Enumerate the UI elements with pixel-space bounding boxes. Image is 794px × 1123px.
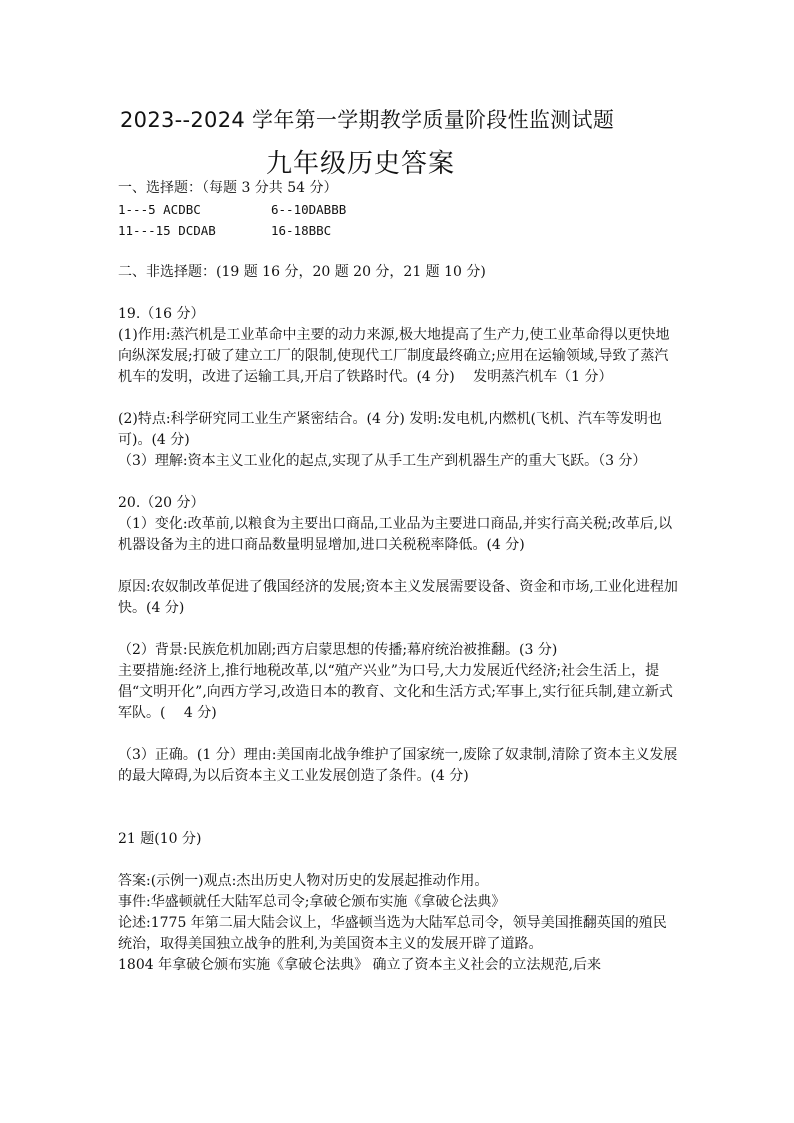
q20-heading: 20.（20 分） — [118, 495, 205, 511]
document-body — [118, 178, 680, 976]
mcq-answers-16-18: 16-18BBC — [271, 223, 332, 238]
q20-answer-2: （2）背景:民族危机加剧;西方启蒙思想的传播;幕府统治被推翻。(3 分) — [118, 642, 558, 658]
q20-answer-cause: 原因:农奴制改革促进了俄国经济的发展;资本主义发展需要设备、资金和市场,工业化进程加快。(4 分) — [118, 579, 678, 616]
q21-answer-argument: 论述:1775 年第二届大陆会议上，华盛顿当选为大陆军总司令，领导美国推翻英国的殖民统治，取得美国独立战争的胜利,为美国资本主义的发展开辟了道路。 — [118, 915, 667, 952]
q21-answer-events: 事件:华盛顿就任大陆军总司令;拿破仑颁布实施《拿破仑法典》 — [118, 894, 506, 910]
q21-answer-argument-cont: 1804 年拿破仑颁布实施《拿破仑法典》 确立了资本主义社会的立法规范,后来 — [118, 957, 601, 973]
q20-answer-1: （1）变化:改革前,以粮食为主要出口商品,工业品为主要进口商品,并实行高关税;改革后,以机器设备为主的进口商品数量明显增加,进口关税税率降低。(4 分) — [118, 516, 673, 553]
document-title: 2023--2024 学年第一学期教学质量阶段性监测试题 — [120, 108, 615, 132]
q20-answer-measures: 主要措施:经济上,推行地税改革,以“殖产兴业”为口号,大力发展近代经济;社会生活上，提倡“文明开化”,向西方学习,改造日本的教育、文化和生活方式;军事上,实行征兵制,建立新式军队。( 4 分) — [118, 663, 673, 721]
mcq-answers-row-2 — [118, 220, 680, 241]
mcq-answers-1-5: 1---5 ACDBC — [118, 202, 201, 217]
section2-heading: 二、非选择题：(19 题 16 分，20 题 20 分，21 题 10 分) — [118, 264, 486, 280]
q19-answer-1: (1)作用:蒸汽机是工业革命中主要的动力来源,极大地提高了生产力,使工业革命得以更快地向纵深发展;打破了建立工厂的限制,使现代工厂制度最终确立;应用在运输领域,导致了蒸汽机车的发明，改进了运输工具,开启了铁路时代。(4 分) 发明蒸汽机车（1 分） — [118, 327, 670, 385]
q20-answer-3: （3）正确。(1 分）理由:美国南北战争维护了国家统一,废除了奴隶制,清除了资本主义发展的最大障碍,为以后资本主义工业发展创造了条件。(4 分) — [118, 747, 678, 784]
mcq-answers-11-15: 11---15 DCDAB — [118, 223, 216, 238]
mcq-answers-row-1 — [118, 199, 680, 220]
q21-heading: 21 题(10 分) — [118, 831, 202, 847]
q19-heading: 19.（16 分） — [118, 306, 205, 322]
mcq-answers-6-10: 6--10DABBB — [271, 202, 347, 217]
document-subtitle: 九年级历史答案 — [266, 149, 456, 179]
q19-answer-3: （3）理解:资本主义工业化的起点,实现了从手工生产到机器生产的重大飞跃。（3 分） — [118, 453, 647, 469]
q19-answer-2: (2)特点:科学研究同工业生产紧密结合。(4 分) 发明:发电机,内燃机(飞机、汽车等发明也可)。(4 分) — [118, 411, 662, 448]
section1-heading: 一、选择题：（每题 3 分共 54 分） — [118, 180, 338, 196]
q21-answer-viewpoint: 答案:(示例一)观点:杰出历史人物对历史的发展起推动作用。 — [118, 873, 489, 889]
